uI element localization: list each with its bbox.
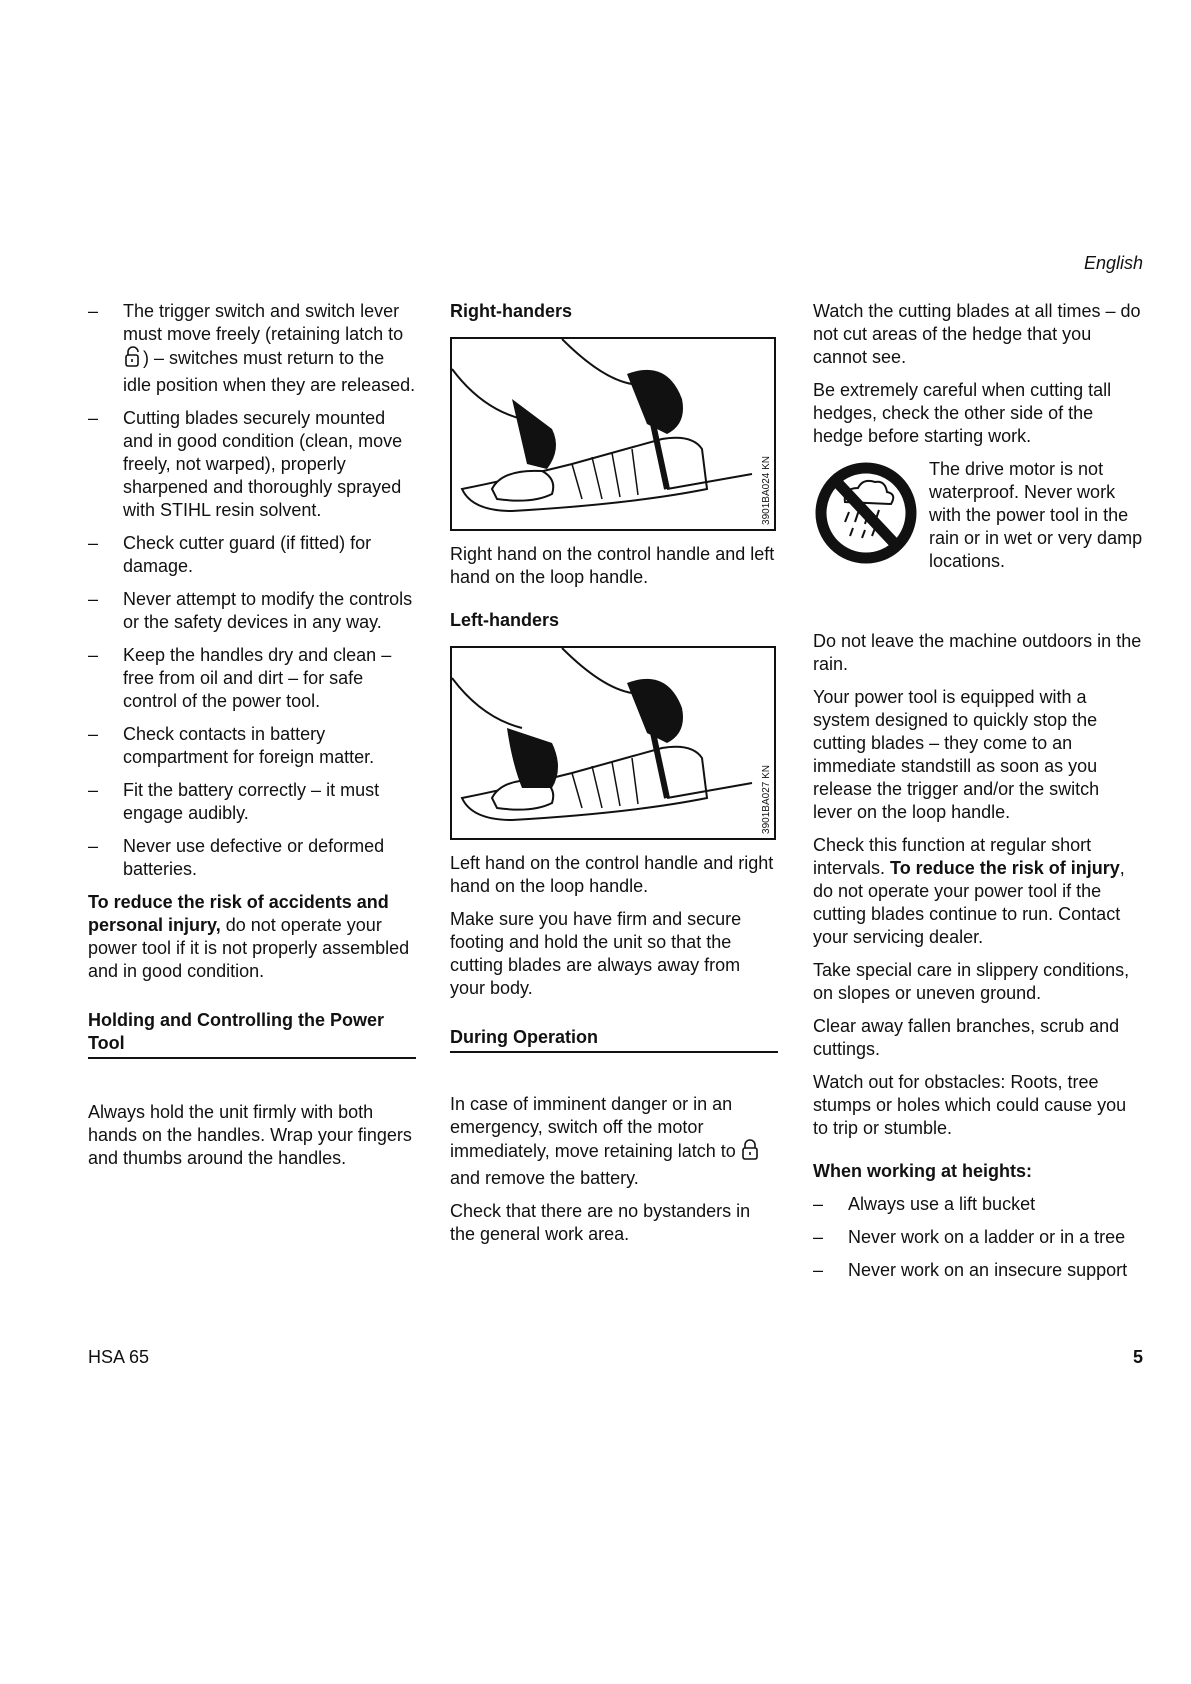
paragraph: Watch out for obstacles: Roots, tree stumps or holes which could cause you to trip or stumble. xyxy=(813,1072,1127,1138)
hedge-trimmer-right-illustration xyxy=(452,339,774,529)
figure-caption: Left hand on the control handle and right hand on the loop handle. xyxy=(450,853,774,896)
column-2 xyxy=(450,300,778,1256)
paragraph: Do not leave the machine outdoors in the rain. xyxy=(813,631,1142,674)
column-1 xyxy=(88,300,416,1180)
paragraph: Watch the cutting blades at all times – do not cut areas of the hedge that you cannot see. xyxy=(813,301,1141,367)
locked-latch-icon xyxy=(741,1139,759,1167)
column-3 xyxy=(813,300,1143,1292)
right-handers-heading: Right-handers xyxy=(450,301,573,321)
paragraph: Be extremely careful when cutting tall hedges, check the other side of the hedge before starting work. xyxy=(813,380,1112,446)
footing-paragraph: Make sure you have firm and secure footing and hold the unit so that the cutting blades are always away from your body. xyxy=(450,909,742,998)
heights-heading: When working at heights: xyxy=(813,1161,1032,1181)
checklist xyxy=(88,300,416,881)
language-label: English xyxy=(1083,253,1143,273)
paragraph: Your power tool is equipped with a system designed to quickly stop the cutting blades – they come to an immediate standstill as soon as you release the trigger and/or the switch lever on the loop handle. xyxy=(813,687,1100,822)
list-item: – Never attempt to modify the controls or the safety devices in any way. xyxy=(88,588,416,634)
list-item: – Fit the battery correctly – it must engage audibly. xyxy=(88,779,416,825)
list-item: – Check contacts in battery compartment for foreign matter. xyxy=(88,723,416,769)
paragraph: Take special care in slippery conditions, on slopes or uneven ground. xyxy=(813,960,1130,1003)
figure-caption: Right hand on the control handle and left hand on the loop handle. xyxy=(450,544,775,587)
hedge-trimmer-left-illustration xyxy=(452,648,774,838)
left-handers-figure xyxy=(450,646,776,840)
list-item: – Always use a lift bucket xyxy=(813,1193,1143,1216)
waterproof-text: The drive motor is not waterproof. Never work with the power tool in the rain or in wet or very damp locations. xyxy=(929,459,1143,571)
list-item: – The trigger switch and switch lever must move freely (retaining latch to ) – switches must return to the idle position when they are released. xyxy=(88,300,416,397)
figure-code: 3901BA024 KN xyxy=(761,456,772,525)
section-heading: Holding and Controlling the Power Tool xyxy=(88,1009,416,1059)
page-number: 5 xyxy=(1132,1347,1143,1367)
hold-paragraph: Always hold the unit firmly with both hands on the handles. Wrap your fingers and thumbs around the handles. xyxy=(88,1102,412,1168)
no-rain-icon xyxy=(813,458,919,630)
emergency-paragraph: In case of imminent danger or in an emergency, switch off the motor immediately, move retaining latch to and remove the battery. xyxy=(450,1093,778,1190)
paragraph: Check this function at regular short intervals. To reduce the risk of injury, do not operate your power tool if the cutting blades continue to run. Contact your servicing dealer. xyxy=(813,835,1125,947)
list-item: – Keep the handles dry and clean – free from oil and dirt – for safe control of the power tool. xyxy=(88,644,416,713)
list-item: – Cutting blades securely mounted and in good condition (clean, move freely, not warped), properly sharpened and thoroughly sprayed with STIHL resin solvent. xyxy=(88,407,416,522)
model-label: HSA 65 xyxy=(88,1347,150,1367)
heights-list xyxy=(813,1193,1143,1282)
bystanders-paragraph: Check that there are no bystanders in the general work area. xyxy=(450,1201,751,1244)
section-heading: During Operation xyxy=(450,1026,778,1053)
left-handers-heading: Left-handers xyxy=(450,610,560,630)
figure-code: 3901BA027 KN xyxy=(761,765,772,834)
list-item: – Check cutter guard (if fitted) for damage. xyxy=(88,532,416,578)
warning-paragraph: To reduce the risk of accidents and personal injury, do not operate your power tool if it is not properly assembled and in good condition. xyxy=(88,892,410,981)
waterproof-warning xyxy=(813,458,1143,630)
list-item: – Never use defective or deformed batteries. xyxy=(88,835,416,881)
list-item: – Never work on a ladder or in a tree xyxy=(813,1226,1143,1249)
list-item: – Never work on an insecure support xyxy=(813,1259,1143,1282)
right-handers-figure xyxy=(450,337,776,531)
unlocked-latch-icon xyxy=(123,346,143,374)
paragraph: Clear away fallen branches, scrub and cuttings. xyxy=(813,1016,1120,1059)
